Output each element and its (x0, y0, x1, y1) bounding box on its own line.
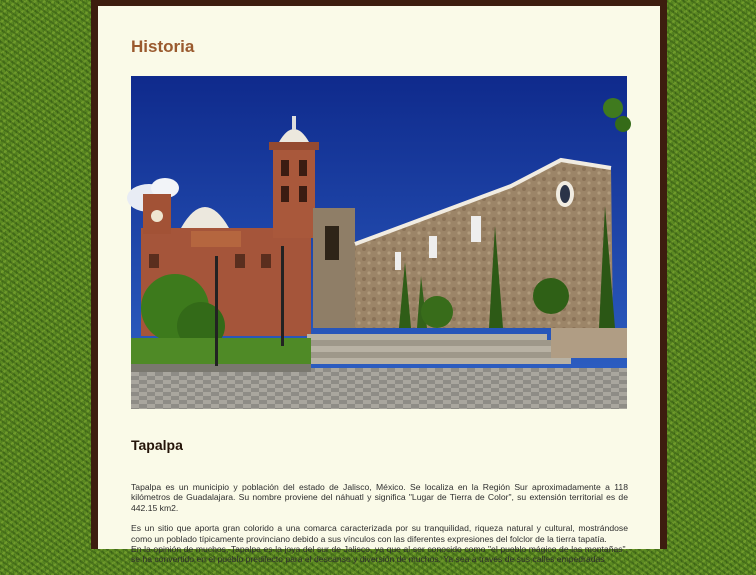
content-frame (91, 0, 667, 565)
content-panel (98, 6, 660, 565)
church-plaza-photo (131, 76, 627, 409)
paragraph-opinion: En la opinión de muchos, Tapalpa es la joya del sur de Jalisco, ya que al ser conocido como "el pueblo mágico de las montañas", se ha convertido en el pueblo predilecto para el descanso y diversión de muchos. Ya sea a través de sus calles empedradas (131, 544, 628, 565)
article-body (131, 482, 628, 575)
section-title: Tapalpa (131, 437, 183, 453)
page-title: Historia (131, 37, 195, 56)
paragraph-description: Es un sitio que aporta gran colorido a una comarca caracterizada por su tranquilidad, riqueza natural y cultural, mostrándose como un poblado típicamente provinciano debido a sus vínculos con las diferentes expresiones del folclor de la tierra tapatía. (131, 523, 628, 544)
paragraph-intro: Tapalpa es un municipio y población del estado de Jalisco, México. Se localiza en la Región Sur aproximadamente a 118 kilómetros de Guadalajara. Su nombre proviene del náhuatl y significa "Lugar de Tierra de Color", su extensión territorial es de 442.15 km2. (131, 482, 628, 513)
